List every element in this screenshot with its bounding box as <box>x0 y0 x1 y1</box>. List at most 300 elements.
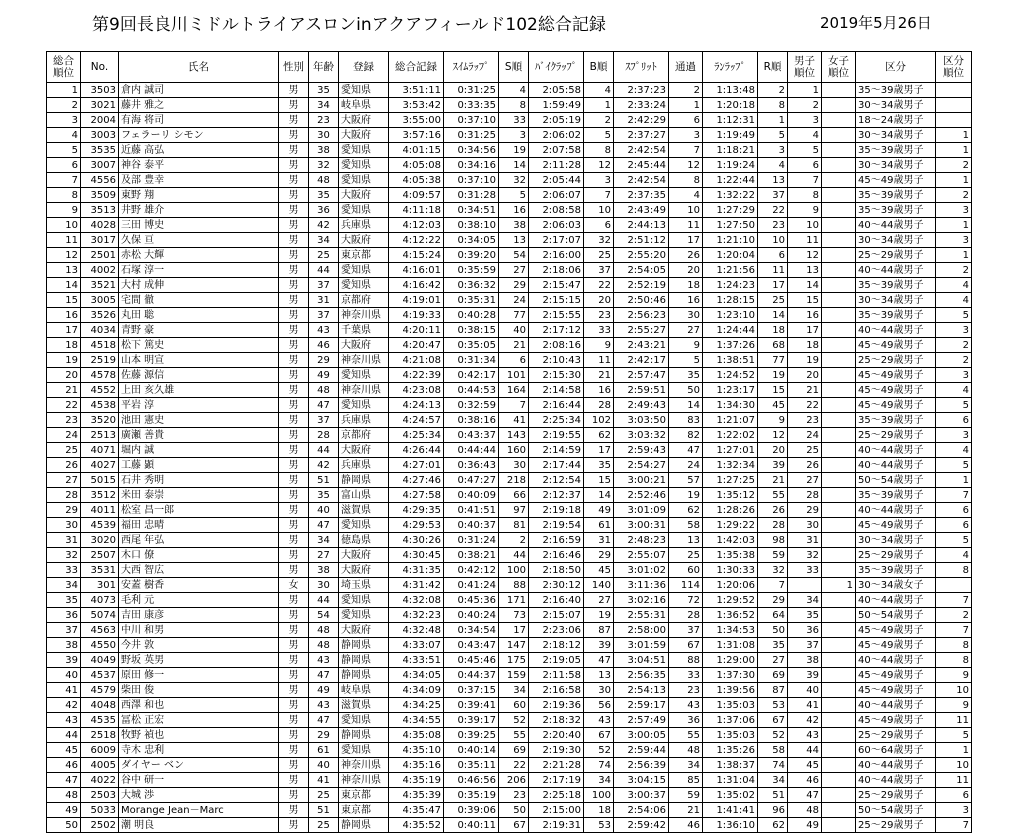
bib-number-cell: 2507 <box>81 548 119 563</box>
registration-cell: 岐阜県 <box>339 683 389 698</box>
gender-cell: 男 <box>279 818 309 833</box>
run-rank-cell: 4 <box>758 158 788 173</box>
total-time-cell: 4:35:08 <box>389 728 444 743</box>
run-lap-cell: 1:42:03 <box>703 533 758 548</box>
male-rank-cell: 19 <box>788 353 822 368</box>
run-lap-cell: 1:38:37 <box>703 758 758 773</box>
gender-cell: 男 <box>279 278 309 293</box>
gender-cell: 男 <box>279 338 309 353</box>
registration-cell: 千葉県 <box>339 323 389 338</box>
bib-number-cell: 3007 <box>81 158 119 173</box>
run-lap-cell: 1:24:23 <box>703 278 758 293</box>
athlete-name-cell: 工藤 顕 <box>119 458 279 473</box>
overall-rank-cell: 34 <box>47 578 81 593</box>
run-lap-cell: 1:31:04 <box>703 773 758 788</box>
swim-lap-cell: 0:36:43 <box>444 458 499 473</box>
female-rank-cell <box>822 458 856 473</box>
category-rank-cell: 2 <box>936 263 972 278</box>
age-cell: 51 <box>309 803 339 818</box>
bib-number-cell: 2502 <box>81 818 119 833</box>
male-rank-cell: 17 <box>788 323 822 338</box>
athlete-name-cell: 牧野 禎也 <box>119 728 279 743</box>
category-cell: 40～44歳男子 <box>856 653 936 668</box>
total-time-cell: 4:20:11 <box>389 323 444 338</box>
male-rank-cell: 10 <box>788 218 822 233</box>
category-rank-cell: 9 <box>936 698 972 713</box>
athlete-name-cell: 上田 亥久雄 <box>119 383 279 398</box>
athlete-name-cell: Morange Jean－Marc <box>119 803 279 818</box>
category-rank-cell <box>936 113 972 128</box>
bib-number-cell: 4535 <box>81 713 119 728</box>
gender-cell: 男 <box>279 713 309 728</box>
swim-rank-cell: 41 <box>499 413 529 428</box>
age-cell: 44 <box>309 593 339 608</box>
swim-lap-cell: 0:38:15 <box>444 323 499 338</box>
overall-rank-cell: 10 <box>47 218 81 233</box>
registration-cell: 愛知県 <box>339 263 389 278</box>
run-rank-cell: 2 <box>758 83 788 98</box>
overall-rank-cell: 7 <box>47 173 81 188</box>
swim-lap-cell: 0:34:16 <box>444 158 499 173</box>
age-cell: 47 <box>309 398 339 413</box>
male-rank-cell: 36 <box>788 623 822 638</box>
bike-rank-cell: 17 <box>584 443 614 458</box>
swim-lap-cell: 0:35:11 <box>444 758 499 773</box>
female-rank-cell <box>822 98 856 113</box>
category-cell: 60～64歳男子 <box>856 743 936 758</box>
overall-rank-cell: 29 <box>47 503 81 518</box>
male-rank-cell: 5 <box>788 143 822 158</box>
male-rank-cell: 24 <box>788 428 822 443</box>
female-rank-cell <box>822 743 856 758</box>
run-lap-cell: 1:27:50 <box>703 218 758 233</box>
athlete-name-cell: 西尾 年弘 <box>119 533 279 548</box>
female-rank-cell <box>822 158 856 173</box>
run-lap-cell: 1:41:41 <box>703 803 758 818</box>
category-rank-cell: 2 <box>936 608 972 623</box>
pass-rank-cell: 12 <box>669 158 703 173</box>
category-cell: 30～34歳女子 <box>856 578 936 593</box>
swim-lap-cell: 0:44:37 <box>444 668 499 683</box>
split-cell: 2:37:23 <box>614 83 669 98</box>
athlete-name-cell: 中川 和男 <box>119 623 279 638</box>
category-rank-cell: 4 <box>936 293 972 308</box>
category-cell: 40～44歳男子 <box>856 458 936 473</box>
total-time-cell: 4:35:10 <box>389 743 444 758</box>
athlete-name-cell: 毛利 元 <box>119 593 279 608</box>
total-time-cell: 4:29:53 <box>389 518 444 533</box>
split-cell: 2:48:23 <box>614 533 669 548</box>
category-rank-cell: 7 <box>936 818 972 833</box>
total-time-cell: 4:11:18 <box>389 203 444 218</box>
swim-lap-cell: 0:40:28 <box>444 308 499 323</box>
bike-rank-cell: 35 <box>584 458 614 473</box>
athlete-name-cell: 原田 修一 <box>119 668 279 683</box>
age-cell: 49 <box>309 683 339 698</box>
registration-cell: 東京都 <box>339 248 389 263</box>
swim-rank-cell: 164 <box>499 383 529 398</box>
overall-rank-cell: 38 <box>47 638 81 653</box>
total-time-cell: 4:16:42 <box>389 278 444 293</box>
category-cell: 35～39歳男子 <box>856 83 936 98</box>
category-rank-cell: 7 <box>936 488 972 503</box>
category-rank-cell: 5 <box>936 533 972 548</box>
swim-rank-cell: 5 <box>499 188 529 203</box>
athlete-name-cell: 久保 亘 <box>119 233 279 248</box>
split-cell: 2:51:12 <box>614 233 669 248</box>
category-cell: 40～44歳男子 <box>856 263 936 278</box>
gender-cell: 男 <box>279 248 309 263</box>
registration-cell: 静岡県 <box>339 728 389 743</box>
bike-rank-cell: 5 <box>584 128 614 143</box>
total-time-cell: 4:34:55 <box>389 713 444 728</box>
age-cell: 37 <box>309 413 339 428</box>
age-cell: 47 <box>309 668 339 683</box>
split-cell: 3:03:32 <box>614 428 669 443</box>
bib-number-cell: 4028 <box>81 218 119 233</box>
athlete-name-cell: 倉内 誠司 <box>119 83 279 98</box>
gender-cell: 男 <box>279 233 309 248</box>
category-rank-cell: 7 <box>936 593 972 608</box>
category-rank-cell: 5 <box>936 398 972 413</box>
female-rank-cell <box>822 188 856 203</box>
female-rank-cell <box>822 398 856 413</box>
registration-cell: 京都府 <box>339 428 389 443</box>
gender-cell: 男 <box>279 698 309 713</box>
run-lap-cell: 1:30:33 <box>703 563 758 578</box>
age-cell: 29 <box>309 353 339 368</box>
bike-lap-cell: 2:12:37 <box>529 488 584 503</box>
registration-cell: 神奈川県 <box>339 758 389 773</box>
category-cell: 40～44歳男子 <box>856 698 936 713</box>
bike-lap-cell: 2:23:06 <box>529 623 584 638</box>
athlete-name-cell: 有海 将司 <box>119 113 279 128</box>
swim-lap-cell: 0:38:10 <box>444 218 499 233</box>
overall-rank-cell: 18 <box>47 338 81 353</box>
bike-lap-cell: 1:59:49 <box>529 98 584 113</box>
pass-rank-cell: 16 <box>669 293 703 308</box>
category-cell: 45～49歳男子 <box>856 518 936 533</box>
event-date: 2019年5月26日 <box>820 14 932 32</box>
run-lap-cell: 1:23:10 <box>703 308 758 323</box>
table-row <box>47 308 972 323</box>
table-row <box>47 413 972 428</box>
bike-lap-cell: 2:11:58 <box>529 668 584 683</box>
registration-cell: 兵庫県 <box>339 413 389 428</box>
category-cell: 35～39歳男子 <box>856 413 936 428</box>
bike-rank-cell: 11 <box>584 353 614 368</box>
overall-rank-cell: 20 <box>47 368 81 383</box>
age-cell: 43 <box>309 323 339 338</box>
column-header-pass-rank: 通過 <box>669 52 703 83</box>
age-cell: 25 <box>309 818 339 833</box>
male-rank-cell: 49 <box>788 818 822 833</box>
registration-cell: 静岡県 <box>339 473 389 488</box>
bib-number-cell: 6009 <box>81 743 119 758</box>
bike-rank-cell: 10 <box>584 203 614 218</box>
pass-rank-cell: 60 <box>669 563 703 578</box>
overall-rank-cell: 1 <box>47 83 81 98</box>
bike-rank-cell: 102 <box>584 413 614 428</box>
gender-cell: 男 <box>279 503 309 518</box>
swim-rank-cell: 60 <box>499 698 529 713</box>
female-rank-cell <box>822 503 856 518</box>
age-cell: 23 <box>309 113 339 128</box>
female-rank-cell <box>822 428 856 443</box>
male-rank-cell: 48 <box>788 803 822 818</box>
category-cell: 18～24歳男子 <box>856 113 936 128</box>
split-cell: 2:44:13 <box>614 218 669 233</box>
total-time-cell: 4:27:58 <box>389 488 444 503</box>
total-time-cell: 4:35:19 <box>389 773 444 788</box>
pass-rank-cell: 57 <box>669 473 703 488</box>
category-rank-cell <box>936 98 972 113</box>
column-header-run-rank: R順 <box>758 52 788 83</box>
gender-cell: 男 <box>279 548 309 563</box>
run-rank-cell: 23 <box>758 218 788 233</box>
swim-rank-cell: 160 <box>499 443 529 458</box>
bike-lap-cell: 2:06:07 <box>529 188 584 203</box>
category-rank-cell: 5 <box>936 728 972 743</box>
swim-rank-cell: 69 <box>499 743 529 758</box>
male-rank-cell: 28 <box>788 488 822 503</box>
age-cell: 40 <box>309 758 339 773</box>
bike-rank-cell: 6 <box>584 218 614 233</box>
age-cell: 48 <box>309 638 339 653</box>
male-rank-cell: 9 <box>788 203 822 218</box>
male-rank-cell: 30 <box>788 518 822 533</box>
run-lap-cell: 1:35:02 <box>703 788 758 803</box>
run-lap-cell: 1:29:00 <box>703 653 758 668</box>
male-rank-cell: 18 <box>788 338 822 353</box>
swim-lap-cell: 0:37:10 <box>444 173 499 188</box>
split-cell: 2:59:42 <box>614 818 669 833</box>
female-rank-cell <box>822 803 856 818</box>
bike-lap-cell: 2:16:58 <box>529 683 584 698</box>
run-lap-cell: 1:24:44 <box>703 323 758 338</box>
age-cell: 38 <box>309 563 339 578</box>
swim-rank-cell: 22 <box>499 758 529 773</box>
bike-rank-cell: 8 <box>584 143 614 158</box>
swim-lap-cell: 0:42:17 <box>444 368 499 383</box>
pass-rank-cell: 4 <box>669 188 703 203</box>
category-rank-cell: 2 <box>936 338 972 353</box>
gender-cell: 女 <box>279 578 309 593</box>
run-lap-cell: 1:23:17 <box>703 383 758 398</box>
gender-cell: 男 <box>279 488 309 503</box>
female-rank-cell <box>822 218 856 233</box>
swim-rank-cell: 8 <box>499 98 529 113</box>
athlete-name-cell: 丸田 聡 <box>119 308 279 323</box>
split-cell: 2:43:21 <box>614 338 669 353</box>
category-cell: 35～39歳男子 <box>856 188 936 203</box>
pass-rank-cell: 20 <box>669 263 703 278</box>
swim-lap-cell: 0:32:59 <box>444 398 499 413</box>
registration-cell: 愛知県 <box>339 203 389 218</box>
category-rank-cell: 1 <box>936 248 972 263</box>
gender-cell: 男 <box>279 518 309 533</box>
athlete-name-cell: 石塚 淳一 <box>119 263 279 278</box>
gender-cell: 男 <box>279 383 309 398</box>
overall-rank-cell: 42 <box>47 698 81 713</box>
pass-rank-cell: 19 <box>669 488 703 503</box>
category-cell: 45～49歳男子 <box>856 338 936 353</box>
column-header-category-rank: 区分順位 <box>936 52 972 83</box>
category-cell: 25～29歳男子 <box>856 788 936 803</box>
female-rank-cell <box>822 698 856 713</box>
swim-lap-cell: 0:44:44 <box>444 443 499 458</box>
split-cell: 2:56:23 <box>614 308 669 323</box>
athlete-name-cell: 石井 秀明 <box>119 473 279 488</box>
female-rank-cell <box>822 128 856 143</box>
category-rank-cell: 6 <box>936 518 972 533</box>
age-cell: 34 <box>309 233 339 248</box>
bib-number-cell: 4049 <box>81 653 119 668</box>
age-cell: 31 <box>309 293 339 308</box>
table-row <box>47 713 972 728</box>
age-cell: 34 <box>309 98 339 113</box>
run-rank-cell: 10 <box>758 233 788 248</box>
category-rank-cell: 11 <box>936 713 972 728</box>
run-lap-cell: 1:36:10 <box>703 818 758 833</box>
bib-number-cell: 4048 <box>81 698 119 713</box>
swim-rank-cell: 2 <box>499 533 529 548</box>
run-lap-cell: 1:24:52 <box>703 368 758 383</box>
swim-rank-cell: 100 <box>499 563 529 578</box>
swim-rank-cell: 171 <box>499 593 529 608</box>
male-rank-cell: 45 <box>788 758 822 773</box>
age-cell: 47 <box>309 713 339 728</box>
split-cell: 2:42:17 <box>614 353 669 368</box>
table-row <box>47 788 972 803</box>
run-rank-cell: 67 <box>758 713 788 728</box>
overall-rank-cell: 32 <box>47 548 81 563</box>
gender-cell: 男 <box>279 188 309 203</box>
pass-rank-cell: 17 <box>669 233 703 248</box>
split-cell: 2:49:43 <box>614 398 669 413</box>
male-rank-cell: 35 <box>788 608 822 623</box>
run-rank-cell: 3 <box>758 143 788 158</box>
category-rank-cell: 6 <box>936 788 972 803</box>
male-rank-cell <box>788 578 822 593</box>
swim-lap-cell: 0:47:27 <box>444 473 499 488</box>
athlete-name-cell: 大村 成伸 <box>119 278 279 293</box>
category-cell: 45～49歳男子 <box>856 713 936 728</box>
bike-rank-cell: 29 <box>584 548 614 563</box>
registration-cell: 愛知県 <box>339 593 389 608</box>
overall-rank-cell: 47 <box>47 773 81 788</box>
bib-number-cell: 4579 <box>81 683 119 698</box>
pass-rank-cell: 9 <box>669 338 703 353</box>
total-time-cell: 4:05:08 <box>389 158 444 173</box>
athlete-name-cell: 三田 博史 <box>119 218 279 233</box>
run-lap-cell: 1:38:51 <box>703 353 758 368</box>
column-header-bib-number: No. <box>81 52 119 83</box>
total-time-cell: 4:32:48 <box>389 623 444 638</box>
run-rank-cell: 39 <box>758 458 788 473</box>
bike-rank-cell: 49 <box>584 503 614 518</box>
run-lap-cell: 1:32:34 <box>703 458 758 473</box>
column-header-swim-rank: S順 <box>499 52 529 83</box>
bib-number-cell: 4073 <box>81 593 119 608</box>
bike-lap-cell: 2:05:58 <box>529 83 584 98</box>
gender-cell: 男 <box>279 308 309 323</box>
category-rank-cell <box>936 578 972 593</box>
category-cell: 25～29歳男子 <box>856 428 936 443</box>
bike-lap-cell: 2:18:06 <box>529 263 584 278</box>
category-cell: 50～54歳男子 <box>856 803 936 818</box>
pass-rank-cell: 8 <box>669 173 703 188</box>
table-row <box>47 263 972 278</box>
table-row <box>47 188 972 203</box>
total-time-cell: 4:24:57 <box>389 413 444 428</box>
registration-cell: 岐阜県 <box>339 98 389 113</box>
run-rank-cell: 87 <box>758 683 788 698</box>
category-cell: 45～49歳男子 <box>856 638 936 653</box>
pass-rank-cell: 59 <box>669 788 703 803</box>
split-cell: 2:59:17 <box>614 698 669 713</box>
athlete-name-cell: 平岩 淳 <box>119 398 279 413</box>
total-time-cell: 4:05:38 <box>389 173 444 188</box>
category-cell: 45～49歳男子 <box>856 398 936 413</box>
bike-lap-cell: 2:17:19 <box>529 773 584 788</box>
swim-rank-cell: 38 <box>499 218 529 233</box>
overall-rank-cell: 36 <box>47 608 81 623</box>
bike-lap-cell: 2:20:40 <box>529 728 584 743</box>
gender-cell: 男 <box>279 203 309 218</box>
bib-number-cell: 3020 <box>81 533 119 548</box>
run-rank-cell: 13 <box>758 173 788 188</box>
bib-number-cell: 4027 <box>81 458 119 473</box>
run-rank-cell: 32 <box>758 563 788 578</box>
overall-rank-cell: 28 <box>47 488 81 503</box>
male-rank-cell: 32 <box>788 548 822 563</box>
bike-lap-cell: 2:18:50 <box>529 563 584 578</box>
split-cell: 2:59:44 <box>614 743 669 758</box>
category-cell: 45～49歳男子 <box>856 173 936 188</box>
table-row <box>47 473 972 488</box>
run-rank-cell: 62 <box>758 818 788 833</box>
bike-lap-cell: 2:19:05 <box>529 653 584 668</box>
overall-rank-cell: 30 <box>47 518 81 533</box>
male-rank-cell: 15 <box>788 293 822 308</box>
bike-rank-cell: 100 <box>584 788 614 803</box>
registration-cell: 大阪府 <box>339 623 389 638</box>
male-rank-cell: 26 <box>788 458 822 473</box>
bib-number-cell: 3509 <box>81 188 119 203</box>
category-cell: 30～34歳男子 <box>856 158 936 173</box>
overall-rank-cell: 46 <box>47 758 81 773</box>
total-time-cell: 4:20:47 <box>389 338 444 353</box>
female-rank-cell <box>822 383 856 398</box>
male-rank-cell: 4 <box>788 128 822 143</box>
pass-rank-cell: 50 <box>669 383 703 398</box>
age-cell: 48 <box>309 173 339 188</box>
run-rank-cell: 12 <box>758 428 788 443</box>
female-rank-cell <box>822 263 856 278</box>
category-rank-cell: 10 <box>936 758 972 773</box>
pass-rank-cell: 11 <box>669 218 703 233</box>
bib-number-cell: 4022 <box>81 773 119 788</box>
total-time-cell: 4:19:01 <box>389 293 444 308</box>
bike-lap-cell: 2:05:19 <box>529 113 584 128</box>
female-rank-cell <box>822 293 856 308</box>
pass-rank-cell: 67 <box>669 638 703 653</box>
run-rank-cell: 6 <box>758 248 788 263</box>
age-cell: 25 <box>309 248 339 263</box>
table-row <box>47 623 972 638</box>
run-lap-cell: 1:21:07 <box>703 413 758 428</box>
